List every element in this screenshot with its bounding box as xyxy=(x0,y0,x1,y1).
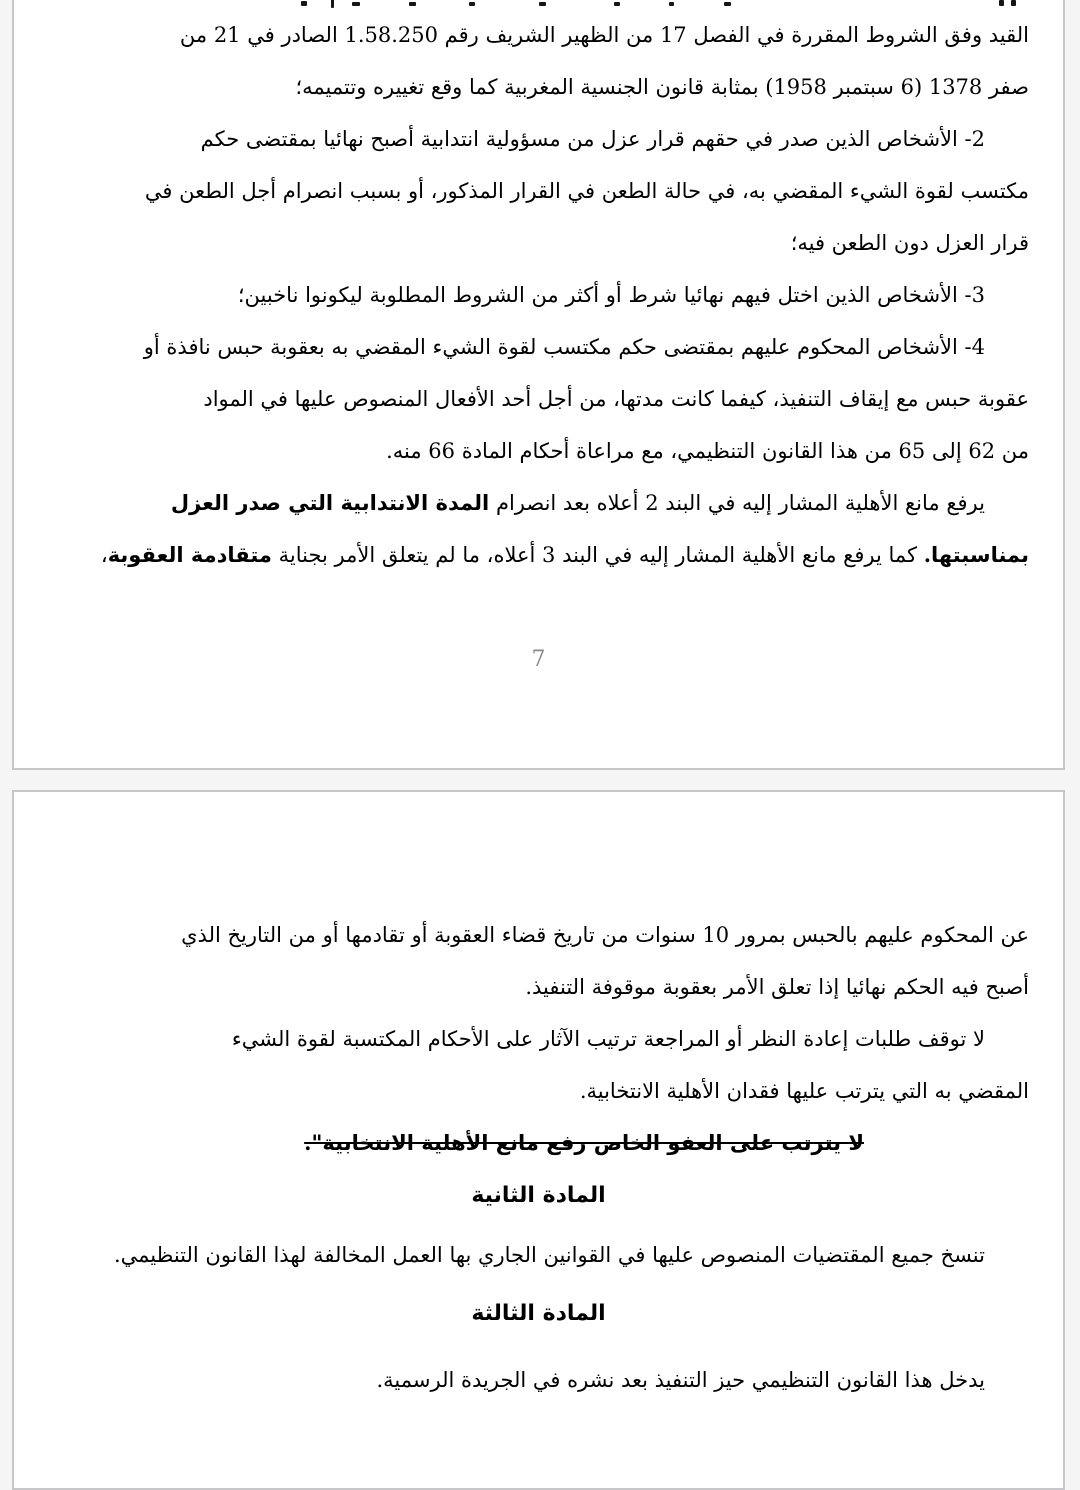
text-segment: يرفع مانع الأهلية المشار إليه في البند 2 أعلاه بعد انصرام xyxy=(489,491,985,515)
text-segment: قرار العزل دون الطعن فيه؛ xyxy=(790,231,1029,255)
text-line xyxy=(48,321,1029,373)
text-line xyxy=(48,477,1029,529)
text-segment: لا توقف طلبات إعادة النظر أو المراجعة ترتيب الآثار على الأحكام المكتسبة لقوة الشيء xyxy=(231,1027,985,1051)
text-segment: القيد وفق الشروط المقررة في الفصل 17 من الظهير الشريف رقم 1.58.250 الصادر في 21 من xyxy=(179,23,1029,47)
text-segment: مكتسب لقوة الشيء المقضي به، في حالة الطعن في القرار المذكور، أو بسبب انصرام أجل الطعن في xyxy=(144,179,1029,203)
text-segment: عن المحكوم عليهم بالحبس بمرور 10 سنوات من تاريخ قضاء العقوبة أو تقادمها أو من التاريخ الذي xyxy=(181,923,1029,947)
text-line xyxy=(48,373,1029,425)
text-segment: 2- الأشخاص الذين صدر في حقهم قرار عزل من مسؤولية انتدابية أصبح نهائيا بمقتضى حكم xyxy=(200,127,985,151)
text-segment: أصبح فيه الحكم نهائيا إذا تعلق الأمر بعقوبة موقوفة التنفيذ. xyxy=(525,975,1029,999)
text-segment: كما يرفع مانع الأهلية المشار إليه في البند 3 أعلاه، ما لم يتعلق الأمر بجناية xyxy=(271,543,924,567)
page-number: 7 xyxy=(531,647,546,672)
document-page-7 xyxy=(12,0,1065,770)
text-segment: عقوبة حبس مع إيقاف التنفيذ، كيفما كانت مدتها، من أجل أحد الأفعال المنصوص عليها في المواد xyxy=(203,387,1029,411)
text-segment: من 62 إلى 65 من هذا القانون التنظيمي، مع مراعاة أحكام المادة 66 منه. xyxy=(386,439,1029,463)
text-segment: يدخل هذا القانون التنظيمي حيز التنفيذ بعد نشره في الجريدة الرسمية. xyxy=(376,1368,985,1392)
text-line xyxy=(48,165,1029,217)
text-segment: لا يترتب على العفو الخاص رفع مانع الأهلية الانتخابية". xyxy=(304,1130,864,1155)
text-segment: تنسخ جميع المقتضيات المنصوص عليها في القوانين الجاري بها العمل المخالفة لهذا القانون التنظيمي. xyxy=(113,1243,985,1267)
text-segment: المادة الثانية xyxy=(471,1182,606,1208)
text-line xyxy=(48,9,1029,61)
text-segment: المادة الثالثة xyxy=(471,1300,606,1326)
text-line xyxy=(48,529,1029,581)
page-7-text-block xyxy=(14,0,1063,581)
text-segment: صفر 1378 (6 سبتمبر 1958) بمثابة قانون الجنسية المغربية كما وقع تغييره وتتميمه؛ xyxy=(295,75,1029,99)
text-line xyxy=(48,1013,1029,1065)
section-heading xyxy=(48,1287,1029,1339)
text-segment: المدة الانتدابية التي صدر العزل xyxy=(170,490,490,515)
text-line xyxy=(48,1354,1029,1406)
text-line xyxy=(48,61,1029,113)
text-line xyxy=(48,217,1029,269)
document-page-8 xyxy=(12,790,1065,1490)
text-line xyxy=(48,961,1029,1013)
text-segment: بمناسبتها. xyxy=(923,542,1029,567)
struck-text-line xyxy=(48,1117,1029,1169)
text-segment: 4- الأشخاص المحكوم عليهم بمقتضى حكم مكتسب لقوة الشيء المقضي به بعقوبة حبس نافذة أو xyxy=(143,335,985,359)
text-line xyxy=(48,1065,1029,1117)
text-line xyxy=(48,113,1029,165)
text-line xyxy=(48,269,1029,321)
section-heading xyxy=(48,1169,1029,1221)
text-line xyxy=(48,909,1029,961)
text-segment: 3- الأشخاص الذين اختل فيهم نهائيا شرط أو أكثر من الشروط المطلوبة ليكونوا ناخبين؛ xyxy=(237,283,985,307)
text-line xyxy=(48,1229,1029,1281)
text-segment: متقادمة العقوبة xyxy=(107,542,272,567)
cropped-text-fragments xyxy=(14,0,1063,10)
page-8-text-block xyxy=(14,792,1063,1406)
text-segment: المقضي به التي يترتب عليها فقدان الأهلية الانتخابية. xyxy=(579,1079,1029,1103)
text-segment: ، xyxy=(100,543,108,567)
text-line xyxy=(48,425,1029,477)
